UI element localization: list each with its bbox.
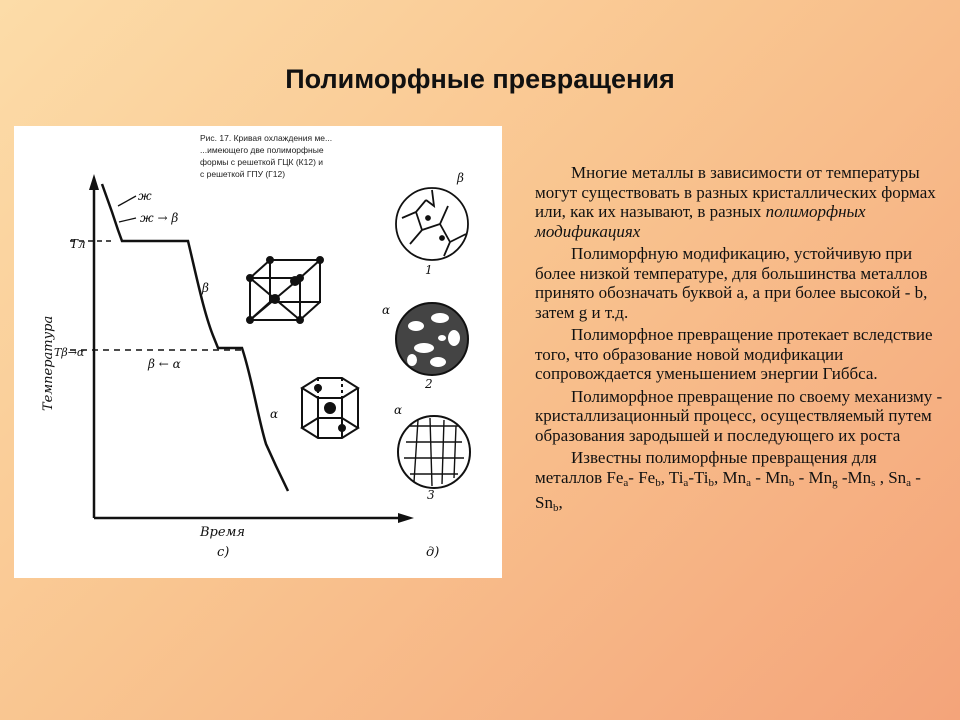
metal-pair: $Sn_a - Sn_b$, — [535, 467, 921, 514]
micro-2-number: 2 — [425, 377, 433, 391]
metal-pair: $Mn_g$ $-Mn_s$ , — [808, 467, 889, 489]
paragraph-2: Полиморфную модификацию, устойчивую при более низкой температуре, для большинства металлов принято обозначать буквой а, а при более высокой - b, затем g и т.д. — [535, 244, 928, 322]
micro-3-number: 3 — [427, 488, 435, 502]
label-beta-to-alpha: β ← α — [148, 357, 181, 371]
fcc-lattice-icon — [247, 257, 323, 323]
tba-label: Tβ→α — [54, 346, 85, 359]
micro-3-label: α — [394, 403, 403, 417]
figure-caption-line-4: с решеткой ГПУ (Г12) — [200, 169, 286, 179]
hcp-lattice-icon — [302, 378, 358, 438]
slide-title: Полиморфные превращения — [285, 64, 675, 94]
figure-caption-line-1: Рис. 17. Кривая охлаждения ме... — [200, 133, 333, 143]
panel-right-label: д) — [426, 545, 440, 560]
cooling-curve — [102, 184, 288, 491]
arrow-zh-top — [118, 196, 136, 206]
label-alpha-segment: α — [270, 407, 279, 421]
metal-pair: $Fe_a-$ $Fe_b$, — [606, 467, 669, 489]
microstructure-1 — [396, 188, 468, 260]
figure-caption-line-2: ...имеющего две полиморфные — [200, 145, 324, 155]
metal-pair: $Ti_a-Ti_b$, — [668, 467, 723, 489]
panel-left-label: с) — [217, 545, 230, 560]
paragraph-3: Полиморфное превращение протекает вследствие того, что образование новой модификации сопровождается уменьшением энергии Гиббса. — [535, 325, 933, 383]
paragraph-4: Полиморфное превращение по своему механизму - кристаллизационный процесс, осуществляемый путем образования зародышей и последующего их роста — [535, 386, 943, 445]
main-text — [535, 163, 945, 522]
cooling-curve-figure — [14, 126, 502, 578]
label-beta-segment: β — [202, 281, 209, 295]
micro-1-number: 1 — [425, 263, 433, 277]
figure-caption-line-3: формы с решеткой ГЦК (К12) и — [200, 157, 324, 167]
micro-2-label: α — [382, 303, 391, 317]
paragraph-5: Известны полиморфные превращения для металлов $Fe_a-$ $Fe_b$, $Ti_a-Ti_b$, $Mn_a - Mn_b - Mn_g$ $-Mn_s$ , $Sn_a - Sn_b$, — [535, 448, 921, 514]
paragraph-1: Многие металлы в зависимости от температуры могут существовать в разных кристаллических формах или, как их называют, в разных полиморфных модификациях — [535, 163, 936, 241]
x-axis-label: Время — [200, 525, 245, 540]
micro-1-label: β — [457, 171, 464, 185]
y-axis-arrow — [89, 174, 99, 190]
microstructure-2 — [396, 303, 468, 375]
italic-term: полиморфных модификациях — [535, 202, 866, 241]
arrow-zh-left — [119, 218, 136, 222]
figure-drawing — [14, 126, 502, 578]
tl-label: Tл — [70, 237, 86, 251]
x-axis-arrow — [398, 513, 414, 523]
label-zh-top: ж — [138, 189, 152, 203]
label-zh-to-beta: ж → β — [140, 211, 179, 225]
y-axis-label: Температура — [41, 315, 56, 411]
metal-pair: $Mn_a - Mn_b$ - — [722, 467, 809, 489]
microstructure-3 — [398, 416, 470, 488]
